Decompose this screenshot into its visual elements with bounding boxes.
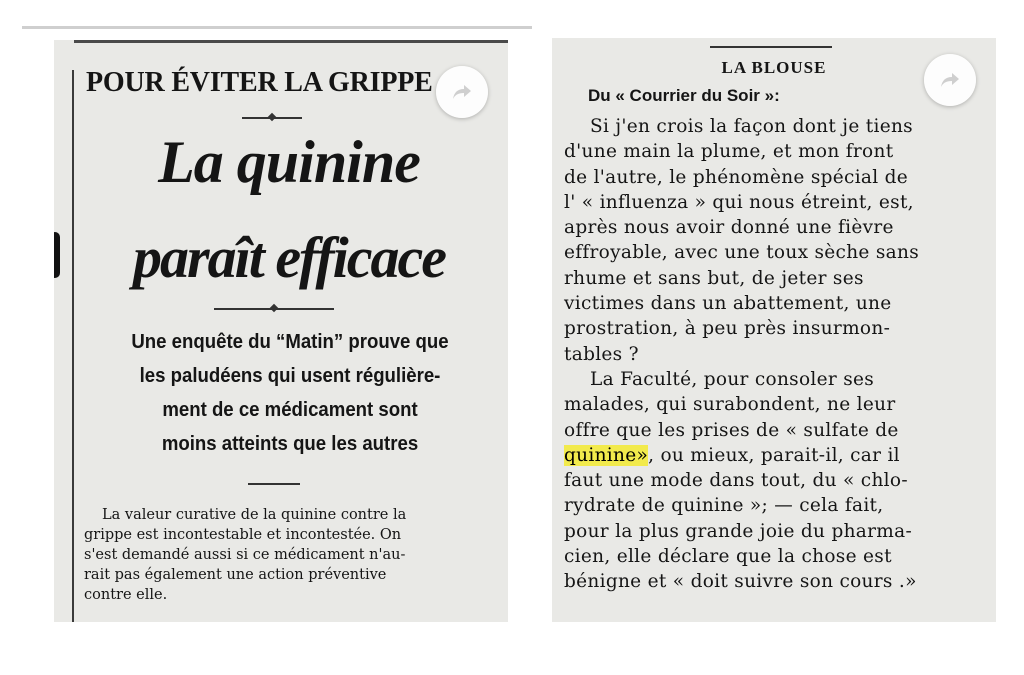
body-line: faut une mode dans tout, du « chlo- <box>564 470 908 492</box>
share-button-left[interactable] <box>436 66 488 118</box>
article-body <box>564 114 988 595</box>
article-kicker: POUR ÉVITER LA GRIPPE <box>86 67 433 98</box>
body-line: La Faculté, pour consoler ses <box>590 368 875 390</box>
body-line: cien, elle déclare que la chose est <box>564 546 892 568</box>
body-line: prostration, à peu près insurmon- <box>564 318 891 340</box>
body-line: offre que les prises de « sulfate de <box>564 419 899 441</box>
body-line: rait pas également une action préventive <box>84 567 387 583</box>
body-line-highlighted <box>564 443 988 468</box>
body-line: victimes dans un abattement, une <box>564 293 892 315</box>
body-line: Si j'en crois la façon dont je tiens <box>590 116 913 137</box>
highlighted-word: quinine» <box>564 444 649 466</box>
clipping-top-rule <box>710 46 832 48</box>
body-line-rest: , ou mieux, parait-il, car il <box>648 444 900 466</box>
share-button-right[interactable] <box>924 54 976 106</box>
column-edge-mark <box>54 232 60 278</box>
body-line: bénigne et « doit suivre son cours .» <box>564 571 917 593</box>
headline-line-2: paraît efficace <box>133 225 445 290</box>
body-line: rhume et sans but, de jeter ses <box>564 267 864 289</box>
body-line: rydrate de quinine »; — cela fait, <box>564 495 884 517</box>
section-title: LA BLOUSE <box>721 58 827 77</box>
source-line: Du « Courrier du Soir »: <box>588 86 780 105</box>
body-line: d'une main la plume, et mon front <box>564 141 894 163</box>
clipping-top-rule <box>74 40 508 43</box>
article-body <box>84 505 504 605</box>
body-line: contre elle. <box>84 587 168 603</box>
share-arrow-icon <box>450 80 474 104</box>
ornament-rule <box>242 117 302 119</box>
share-arrow-icon <box>938 68 962 92</box>
body-line: après nous avoir donné une fièvre <box>564 217 894 239</box>
headline-rule <box>214 308 334 310</box>
article-deck <box>95 325 486 461</box>
body-line: La valeur curative de la quinine contre la <box>102 507 407 523</box>
deck-line: ment de ce médicament sont <box>162 399 418 421</box>
right-newspaper-clipping <box>552 38 996 622</box>
left-newspaper-clipping <box>54 40 508 622</box>
body-line: effroyable, avec une toux sèche sans <box>564 242 919 264</box>
body-line: tables ? <box>564 343 639 365</box>
deck-rule <box>248 483 300 485</box>
body-line: pour la plus grande joie du pharma- <box>564 520 913 542</box>
body-line: malades, qui surabondent, ne leur <box>564 394 896 416</box>
deck-line: moins atteints que les autres <box>161 433 419 455</box>
top-divider <box>22 26 532 29</box>
body-line: s'est demandé aussi si ce médicament n'au- <box>84 547 406 563</box>
deck-line: Une enquête du “Matin” prouve que <box>131 331 449 353</box>
deck-line: les paludéens qui usent régulière- <box>139 365 441 387</box>
body-line: l' « influenza » qui nous étreint, est, <box>564 191 914 213</box>
body-line: grippe est incontestable et incontestée. On <box>84 527 402 543</box>
body-line: de l'autre, le phénomène spécial de <box>564 166 909 188</box>
headline-line-1: La quinine <box>158 129 420 195</box>
